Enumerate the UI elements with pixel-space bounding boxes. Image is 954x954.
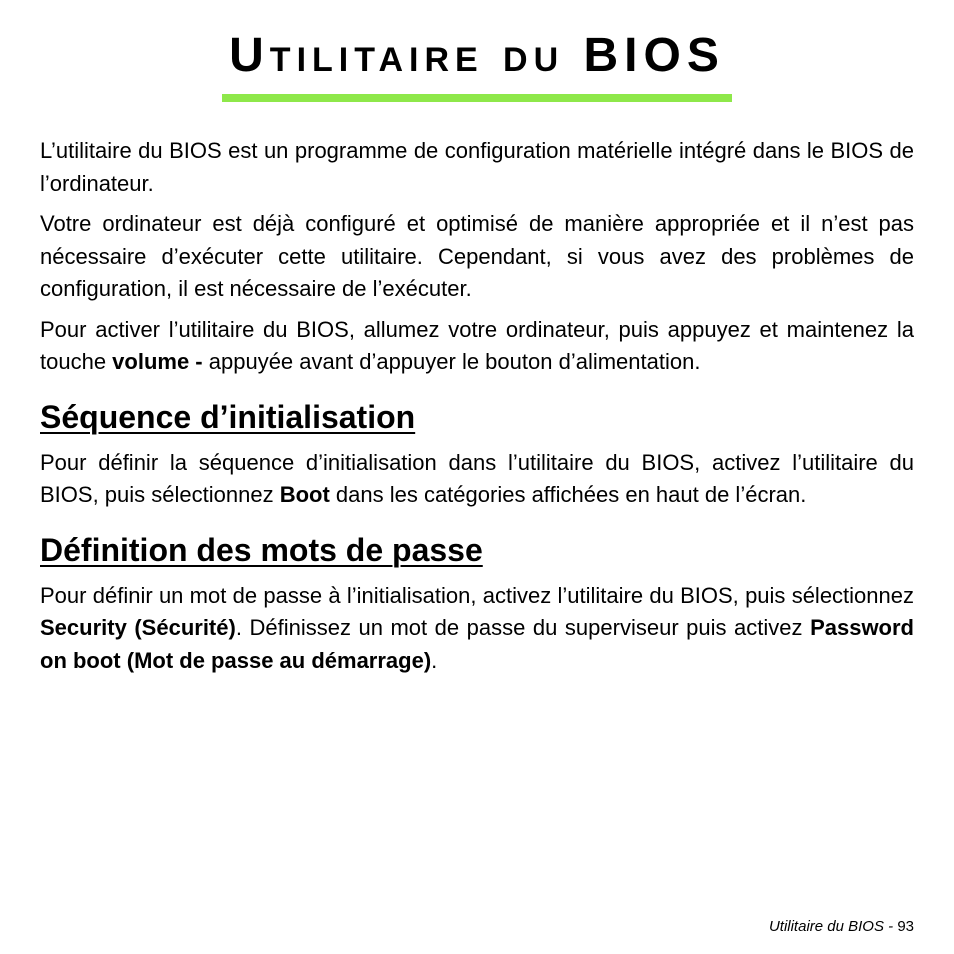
- boot-text-b: dans les catégories affichées en haut de l’écran.: [329, 482, 807, 507]
- intro-paragraph-1: L’utilitaire du BIOS est un programme de configuration matérielle intégré dans le BIOS de l’ordinateur.: [40, 138, 914, 196]
- boot-sequence-paragraph: [40, 447, 914, 512]
- intro-p3-text-a: Pour activer l’utilitaire du BIOS, allumez votre ordinateur, puis appuyez et maintenez la touche: [40, 316, 914, 374]
- title-underline-rule: [222, 94, 732, 102]
- page-number: 93: [897, 918, 914, 935]
- page-content: [40, 135, 914, 685]
- intro-paragraph-3: [40, 314, 914, 379]
- page-footer: [769, 917, 914, 937]
- security-menu-label: Security (Sécurité): [40, 615, 236, 640]
- boot-text-a: Pour définir la séquence d’initialisation dans l’utilitaire du BIOS, activez l’utilitaire du BIOS, puis sélectionnez: [40, 449, 914, 507]
- password-heading: Définition des mots de passe: [40, 531, 483, 568]
- volume-key-label: volume -: [112, 349, 203, 374]
- boot-menu-label: Boot: [279, 482, 330, 507]
- boot-sequence-heading: Séquence d’initialisation: [40, 398, 416, 435]
- password-text-a: Pour définir un mot de passe à l’initialisation, activez l’utilitaire du BIOS, puis sélectionnez: [40, 582, 914, 608]
- footer-label: Utilitaire du BIOS -: [768, 918, 898, 935]
- password-text-b: . Définissez un mot de passe du superviseur puis activez: [235, 615, 811, 640]
- page-title: Utilitaire du BIOS: [229, 29, 725, 82]
- password-text-c: .: [431, 647, 438, 673]
- password-on-boot-label: Password on boot (Mot de passe au démarrage): [40, 615, 914, 673]
- intro-p3-text-b: appuyée avant d’appuyer le bouton d’alimentation.: [202, 349, 701, 374]
- intro-paragraph-2: Votre ordinateur est déjà configuré et optimisé de manière appropriée et il n’est pas nécessaire d’exécuter cette utilitaire. Cependant, si vous avez des problèmes de configuration, il est nécessaire de l’exécuter.: [40, 211, 914, 301]
- password-paragraph: [40, 580, 914, 678]
